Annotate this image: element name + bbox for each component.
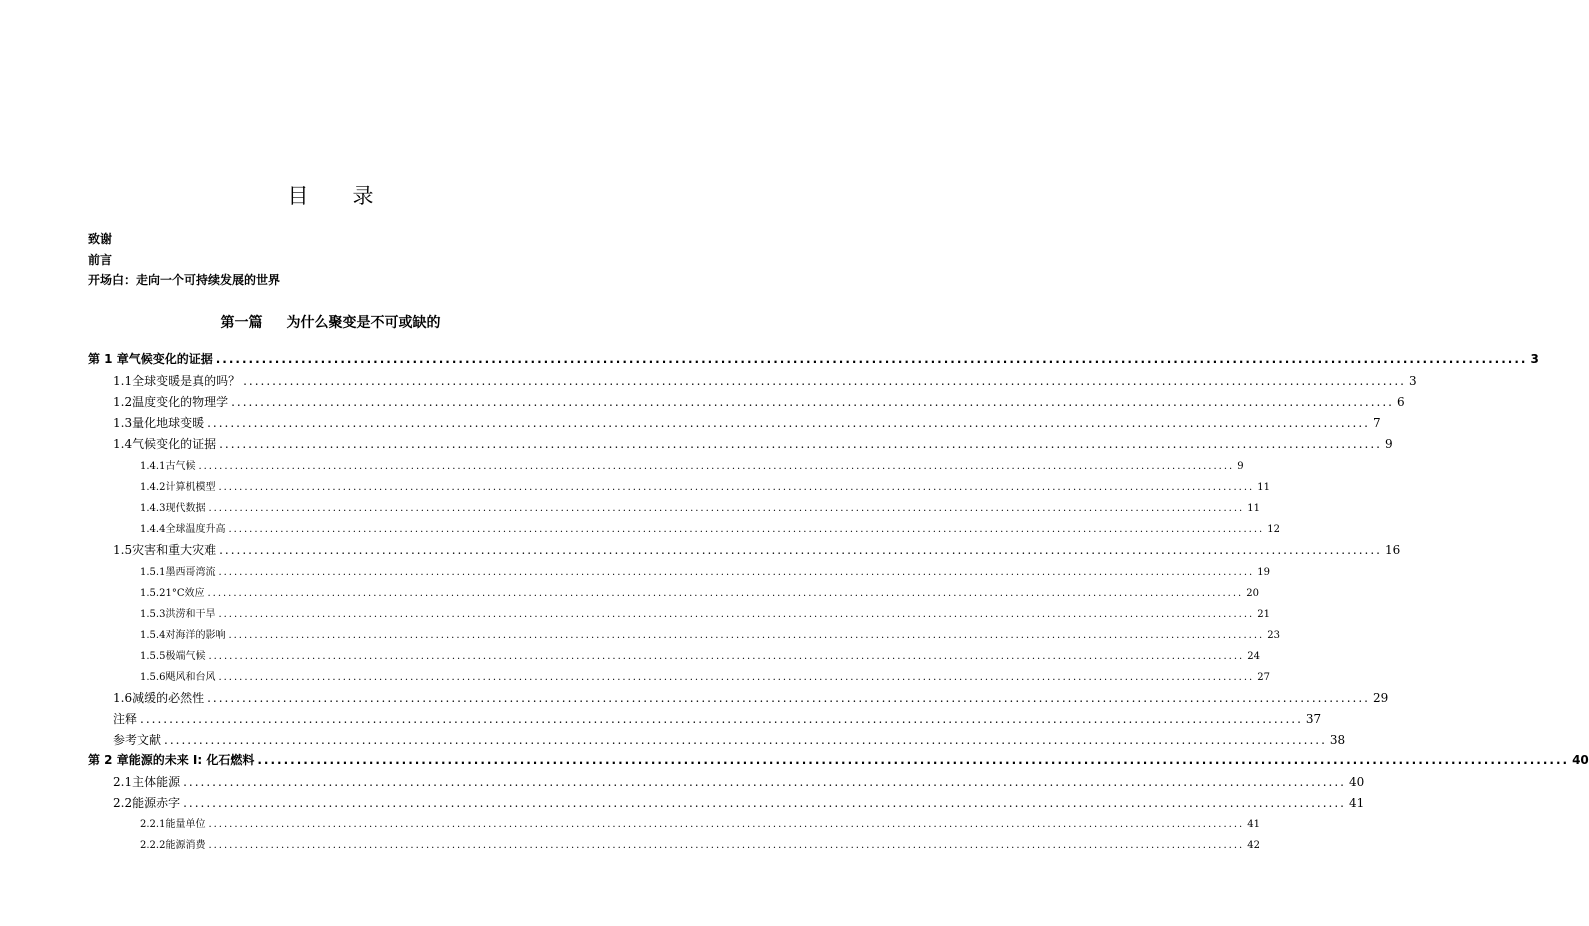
toc-entry-number: 1.4.1 bbox=[140, 461, 166, 472]
toc-entry-title: 注释 bbox=[113, 712, 138, 726]
toc-entry-leader-dots: ........................................................................................................................................................................................................ bbox=[207, 416, 1370, 430]
toc-entry-number: 1.4.4 bbox=[140, 524, 166, 535]
toc-entry-subsection[interactable] bbox=[140, 478, 1270, 493]
toc-entry-number: 2.2.2 bbox=[140, 840, 166, 851]
toc-entry-note[interactable] bbox=[113, 731, 1346, 748]
toc-entry-title: 减缓的必然性 bbox=[132, 691, 205, 705]
toc-entry-number: 1.2 bbox=[113, 395, 133, 409]
toc-entry-title: 能源赤字 bbox=[132, 796, 181, 810]
toc-entry-number: 1.5.5 bbox=[140, 651, 166, 662]
toc-entry-subsection[interactable] bbox=[140, 815, 1260, 830]
toc-entry-page-number: 37 bbox=[1305, 712, 1322, 726]
toc-entry-number: 1.5.1 bbox=[140, 567, 166, 578]
toc-entry-page-number: 20 bbox=[1246, 588, 1259, 599]
toc-entry-title: 温度变化的物理学 bbox=[132, 395, 229, 409]
toc-entry-number: 1.5.3 bbox=[140, 609, 166, 620]
toc-entry-subsection[interactable] bbox=[140, 457, 1244, 472]
toc-entry-leader-dots: ........................................................................................................................................................................................................ bbox=[208, 840, 1245, 851]
toc-entry-page-number: 27 bbox=[1257, 672, 1270, 683]
toc-entry-subsection[interactable] bbox=[140, 499, 1260, 514]
toc-entry-chapter[interactable] bbox=[88, 751, 1589, 768]
toc-entry-title: 气候变化的证据 bbox=[132, 437, 217, 451]
front-matter-acknowledgements[interactable]: 致谢 bbox=[88, 232, 113, 246]
toc-entry-leader-dots: ........................................................................................................................................................................................................ bbox=[207, 588, 1244, 599]
toc-entry-number: 2.2 bbox=[113, 796, 133, 810]
toc-entry-page-number: 23 bbox=[1267, 630, 1280, 641]
toc-entry-subsection[interactable] bbox=[140, 647, 1260, 662]
toc-entry-page-number: 42 bbox=[1247, 840, 1260, 851]
toc-entry-leader-dots: ........................................................................................................................................................................................................ bbox=[208, 651, 1245, 662]
toc-entry-title: 飓风和台风 bbox=[165, 672, 216, 683]
toc-entry-page-number: 6 bbox=[1397, 395, 1405, 409]
toc-entry-number: 1.3 bbox=[113, 416, 133, 430]
toc-entry-subsection[interactable] bbox=[140, 668, 1270, 683]
toc-entry-leader-dots: ........................................................................................................................................................................................................ bbox=[140, 712, 1303, 726]
toc-entry-leader-dots: ........................................................................................................................................................................................................ bbox=[208, 819, 1245, 830]
toc-entry-section[interactable] bbox=[113, 794, 1365, 811]
toc-entry-section[interactable] bbox=[113, 773, 1365, 790]
toc-entry-section[interactable] bbox=[113, 372, 1417, 389]
toc-entry-number: 1.5.6 bbox=[140, 672, 166, 683]
toc-entry-leader-dots: ........................................................................................................................................................................................................ bbox=[218, 567, 1255, 578]
toc-entry-leader-dots: ........................................................................................................................................................................................................ bbox=[231, 395, 1394, 409]
toc-entry-section[interactable] bbox=[113, 393, 1405, 410]
toc-entry-leader-dots: ........................................................................................................................................................................................................ bbox=[219, 543, 1382, 557]
toc-entry-page-number: 7 bbox=[1373, 416, 1381, 430]
front-matter-preface[interactable]: 前言 bbox=[88, 253, 113, 267]
toc-entry-title: 现代数据 bbox=[165, 503, 206, 514]
toc-entry-page-number: 16 bbox=[1385, 543, 1401, 557]
toc-entry-leader-dots: ........................................................................................................................................................................................................ bbox=[218, 482, 1255, 493]
toc-entry-title: 1°C效应 bbox=[165, 588, 205, 599]
part-title: 为什么聚变是不可或缺的 bbox=[286, 315, 441, 331]
toc-entry-page-number: 3 bbox=[1530, 352, 1539, 366]
toc-entry-subsection[interactable] bbox=[140, 605, 1270, 620]
toc-entry-subsection[interactable] bbox=[140, 836, 1260, 851]
toc-entry-title: 能源的未来 I: 化石燃料 bbox=[128, 753, 255, 767]
toc-entry-title: 全球温度升高 bbox=[165, 524, 226, 535]
toc-entry-section[interactable] bbox=[113, 689, 1389, 706]
toc-entry-leader-dots: ........................................................................................................................................................................................................ bbox=[228, 524, 1265, 535]
toc-entry-title: 气候变化的证据 bbox=[128, 352, 213, 366]
toc-entry-title: 计算机模型 bbox=[165, 482, 216, 493]
part-label: 第一篇 bbox=[220, 315, 263, 331]
toc-entry-note[interactable] bbox=[113, 710, 1322, 727]
toc-entry-subsection[interactable] bbox=[140, 626, 1280, 641]
toc-entry-number: 1.5.2 bbox=[140, 588, 166, 599]
toc-entry-title: 洪涝和干旱 bbox=[165, 609, 216, 620]
toc-entry-title: 极端气候 bbox=[165, 651, 206, 662]
toc-entry-page-number: 24 bbox=[1247, 651, 1260, 662]
toc-entry-subsection[interactable] bbox=[140, 584, 1259, 599]
toc-entry-leader-dots: ........................................................................................................................................................................................................ bbox=[257, 753, 1570, 767]
toc-entry-number: 2.2.1 bbox=[140, 819, 166, 830]
toc-entry-number: 2.1 bbox=[113, 775, 133, 789]
toc-entry-leader-dots: ........................................................................................................................................................................................................ bbox=[183, 796, 1346, 810]
toc-entry-chapter[interactable] bbox=[88, 350, 1539, 367]
toc-entry-page-number: 38 bbox=[1329, 733, 1346, 747]
toc-entry-section[interactable] bbox=[113, 414, 1381, 431]
toc-entry-subsection[interactable] bbox=[140, 520, 1280, 535]
toc-entry-page-number: 3 bbox=[1409, 374, 1417, 388]
toc-entry-title: 灾害和重大灾难 bbox=[132, 543, 217, 557]
toc-entry-number: 第 2 章 bbox=[88, 753, 129, 767]
toc-entry-leader-dots: ........................................................................................................................................................................................................ bbox=[207, 691, 1370, 705]
toc-entry-number: 1.4.3 bbox=[140, 503, 166, 514]
toc-entry-page-number: 29 bbox=[1373, 691, 1389, 705]
toc-entry-page-number: 12 bbox=[1267, 524, 1280, 535]
toc-entry-leader-dots: ........................................................................................................................................................................................................ bbox=[218, 672, 1255, 683]
toc-entry-number: 1.4 bbox=[113, 437, 133, 451]
toc-entry-title: 墨西哥湾流 bbox=[165, 567, 216, 578]
toc-entry-page-number: 41 bbox=[1247, 819, 1260, 830]
toc-title: 目录 bbox=[287, 184, 418, 208]
toc-entry-page-number: 21 bbox=[1257, 609, 1270, 620]
toc-entry-section[interactable] bbox=[113, 541, 1401, 558]
toc-entry-number: 1.4.2 bbox=[140, 482, 166, 493]
toc-entry-leader-dots: ........................................................................................................................................................................................................ bbox=[243, 374, 1406, 388]
toc-entry-page-number: 41 bbox=[1349, 796, 1365, 810]
toc-entry-number: 1.5.4 bbox=[140, 630, 166, 641]
front-matter-prologue[interactable]: 开场白：走向一个可持续发展的世界 bbox=[88, 273, 281, 287]
toc-entry-page-number: 9 bbox=[1237, 461, 1244, 472]
toc-entry-section[interactable] bbox=[113, 435, 1393, 452]
toc-entry-number: 1.1 bbox=[113, 374, 133, 388]
toc-entry-number: 第 1 章 bbox=[88, 352, 129, 366]
toc-entry-title: 对海洋的影响 bbox=[165, 630, 226, 641]
toc-entry-subsection[interactable] bbox=[140, 563, 1270, 578]
toc-entry-title: 主体能源 bbox=[132, 775, 181, 789]
toc-entry-leader-dots: ........................................................................................................................................................................................................ bbox=[215, 352, 1528, 366]
toc-entry-leader-dots: ........................................................................................................................................................................................................ bbox=[208, 503, 1245, 514]
toc-entry-page-number: 19 bbox=[1257, 567, 1270, 578]
toc-entry-leader-dots: ........................................................................................................................................................................................................ bbox=[228, 630, 1265, 641]
toc-entry-number: 1.5 bbox=[113, 543, 133, 557]
toc-entry-title: 能源消费 bbox=[165, 840, 206, 851]
toc-entry-title: 参考文献 bbox=[113, 733, 162, 747]
toc-entry-title: 古气候 bbox=[165, 461, 196, 472]
toc-entry-page-number: 11 bbox=[1257, 482, 1270, 493]
toc-entry-leader-dots: ........................................................................................................................................................................................................ bbox=[219, 437, 1382, 451]
toc-entry-leader-dots: ........................................................................................................................................................................................................ bbox=[218, 609, 1255, 620]
toc-entry-page-number: 11 bbox=[1247, 503, 1260, 514]
toc-entry-leader-dots: ........................................................................................................................................................................................................ bbox=[198, 461, 1235, 472]
toc-entry-page-number: 9 bbox=[1385, 437, 1393, 451]
toc-entry-page-number: 40 bbox=[1349, 775, 1365, 789]
toc-entry-number: 1.6 bbox=[113, 691, 133, 705]
toc-entry-leader-dots: ........................................................................................................................................................................................................ bbox=[183, 775, 1346, 789]
toc-entry-title: 能量单位 bbox=[165, 819, 206, 830]
toc-entry-leader-dots: ........................................................................................................................................................................................................ bbox=[164, 733, 1327, 747]
toc-entry-title: 全球变暖是真的吗？ bbox=[132, 374, 241, 388]
toc-entry-title: 量化地球变暖 bbox=[132, 416, 205, 430]
toc-entry-page-number: 40 bbox=[1572, 753, 1589, 767]
